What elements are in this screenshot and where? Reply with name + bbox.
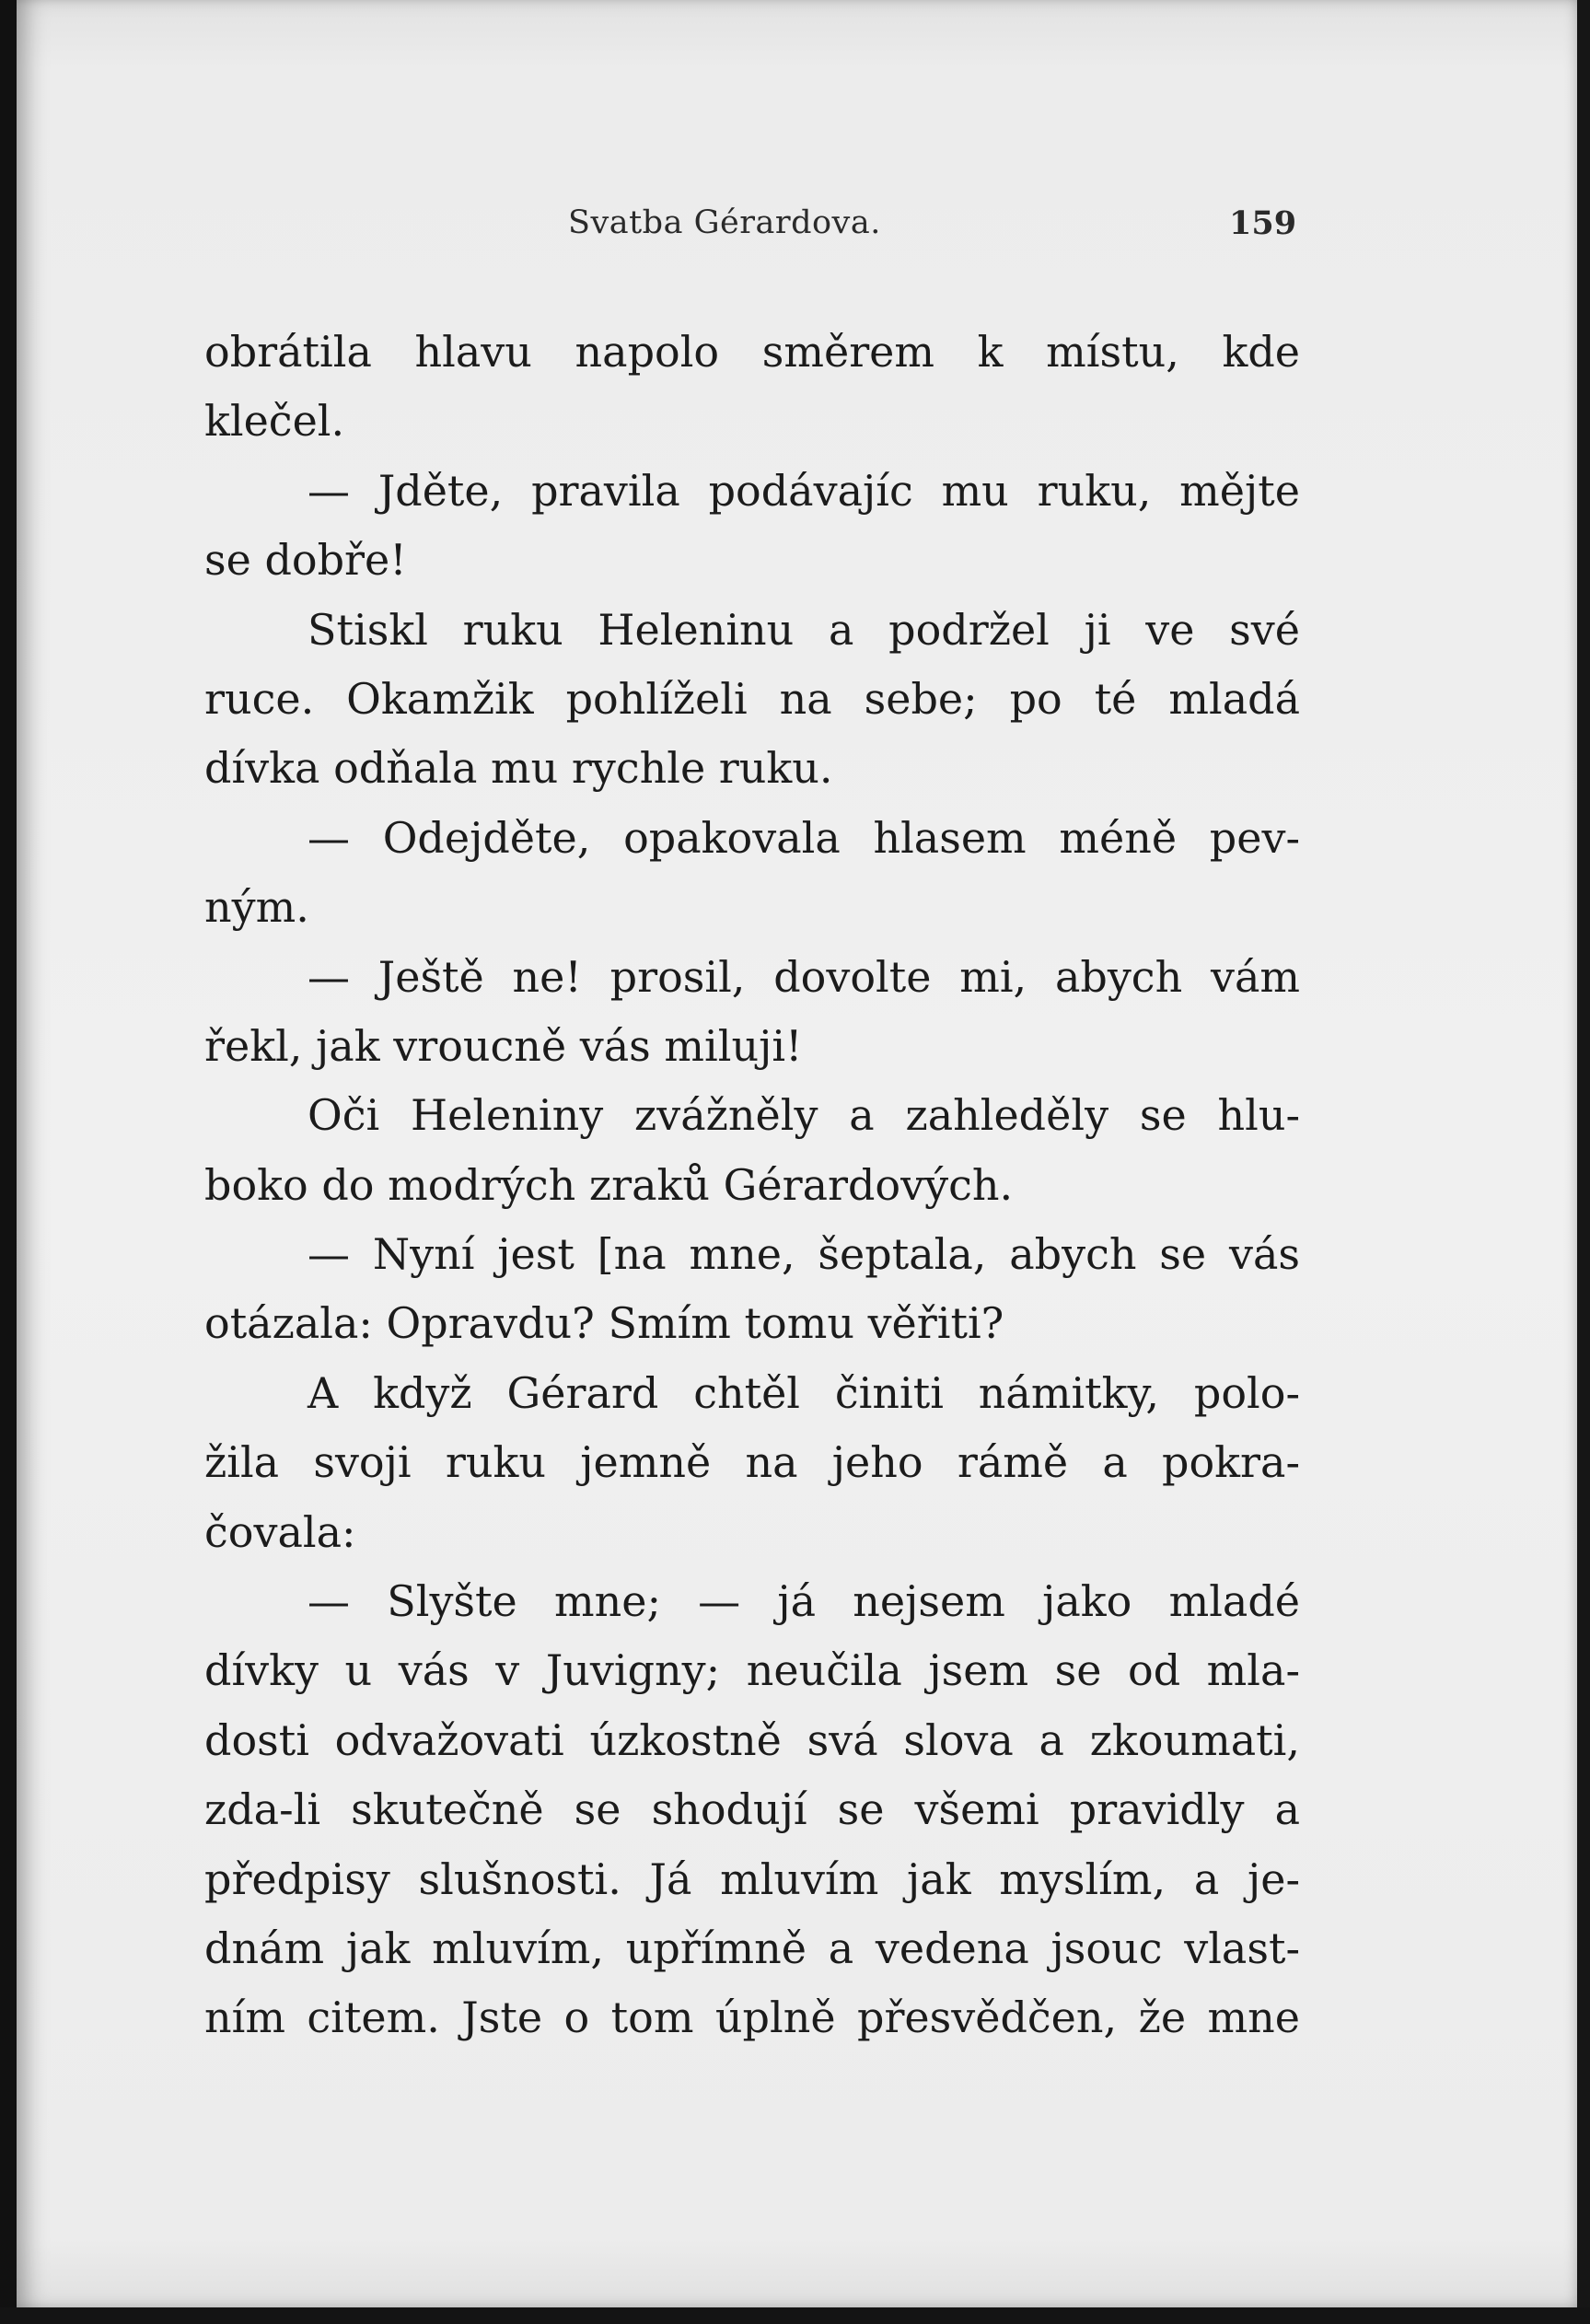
text-line: — Nyní jest [na mne, šeptala, abych se vás	[308, 1229, 1300, 1280]
text-line: — Ještě ne! prosil, dovolte mi, abych vám	[308, 951, 1300, 1002]
text-line: — Slyšte mne; — já nejsem jako mladé	[308, 1576, 1300, 1627]
scan-right-edge	[1577, 0, 1590, 2324]
text-line: obrátila hlavu napolo směrem k místu, kde	[204, 327, 1300, 377]
running-title: Svatba Gérardova.	[568, 204, 881, 241]
text-line: zda-li skutečně se shodují se všemi pravidly a	[204, 1784, 1300, 1835]
text-line: dívka odňala mu rychle ruku.	[204, 743, 833, 794]
text-line: řekl, jak vroucně vás miluji!	[204, 1020, 803, 1071]
running-head	[0, 204, 1590, 250]
text-line: ným.	[204, 882, 309, 933]
text-line: ruce. Okamžik pohlíželi na sebe; po té mladá	[204, 673, 1300, 724]
body-text	[204, 318, 1300, 2053]
text-line: A když Gérard chtěl činiti námitky, polo-	[308, 1367, 1300, 1418]
scan-bottom-edge	[0, 2307, 1590, 2324]
text-line: dnám jak mluvím, upřímně a vedena jsouc vlast-	[204, 1923, 1300, 1973]
text-line: žila svoji ruku jemně na jeho rámě a pokra-	[204, 1437, 1300, 1488]
text-line: se dobře!	[204, 535, 407, 586]
text-line: čovala:	[204, 1506, 356, 1557]
text-line: boko do modrých zraků Gérardových.	[204, 1159, 1014, 1210]
text-line: dívky u vás v Juvigny; neučila jsem se od mla-	[204, 1645, 1300, 1696]
text-line: — Odejděte, opakovala hlasem méně pev-	[308, 812, 1300, 863]
text-line: — Jděte, pravila podávajíc mu ruku, mějte	[308, 465, 1300, 516]
text-line: otázala: Opravdu? Smím tomu věřiti?	[204, 1298, 1004, 1349]
text-line: Oči Heleniny zvážněly a zahleděly se hlu-	[308, 1090, 1300, 1141]
text-line: předpisy slušnosti. Já mluvím jak myslím, a je-	[204, 1853, 1300, 1904]
text-line: ním citem. Jste o tom úplně přesvědčen, že mne	[204, 1993, 1300, 2043]
page-number: 159	[1229, 204, 1297, 242]
text-line: dosti odvažovati úzkostně svá slova a zkoumati,	[204, 1714, 1300, 1765]
text-line: klečel.	[204, 396, 345, 447]
text-line: Stiskl ruku Heleninu a podržel ji ve své	[308, 604, 1300, 655]
scan-left-edge	[0, 0, 17, 2324]
